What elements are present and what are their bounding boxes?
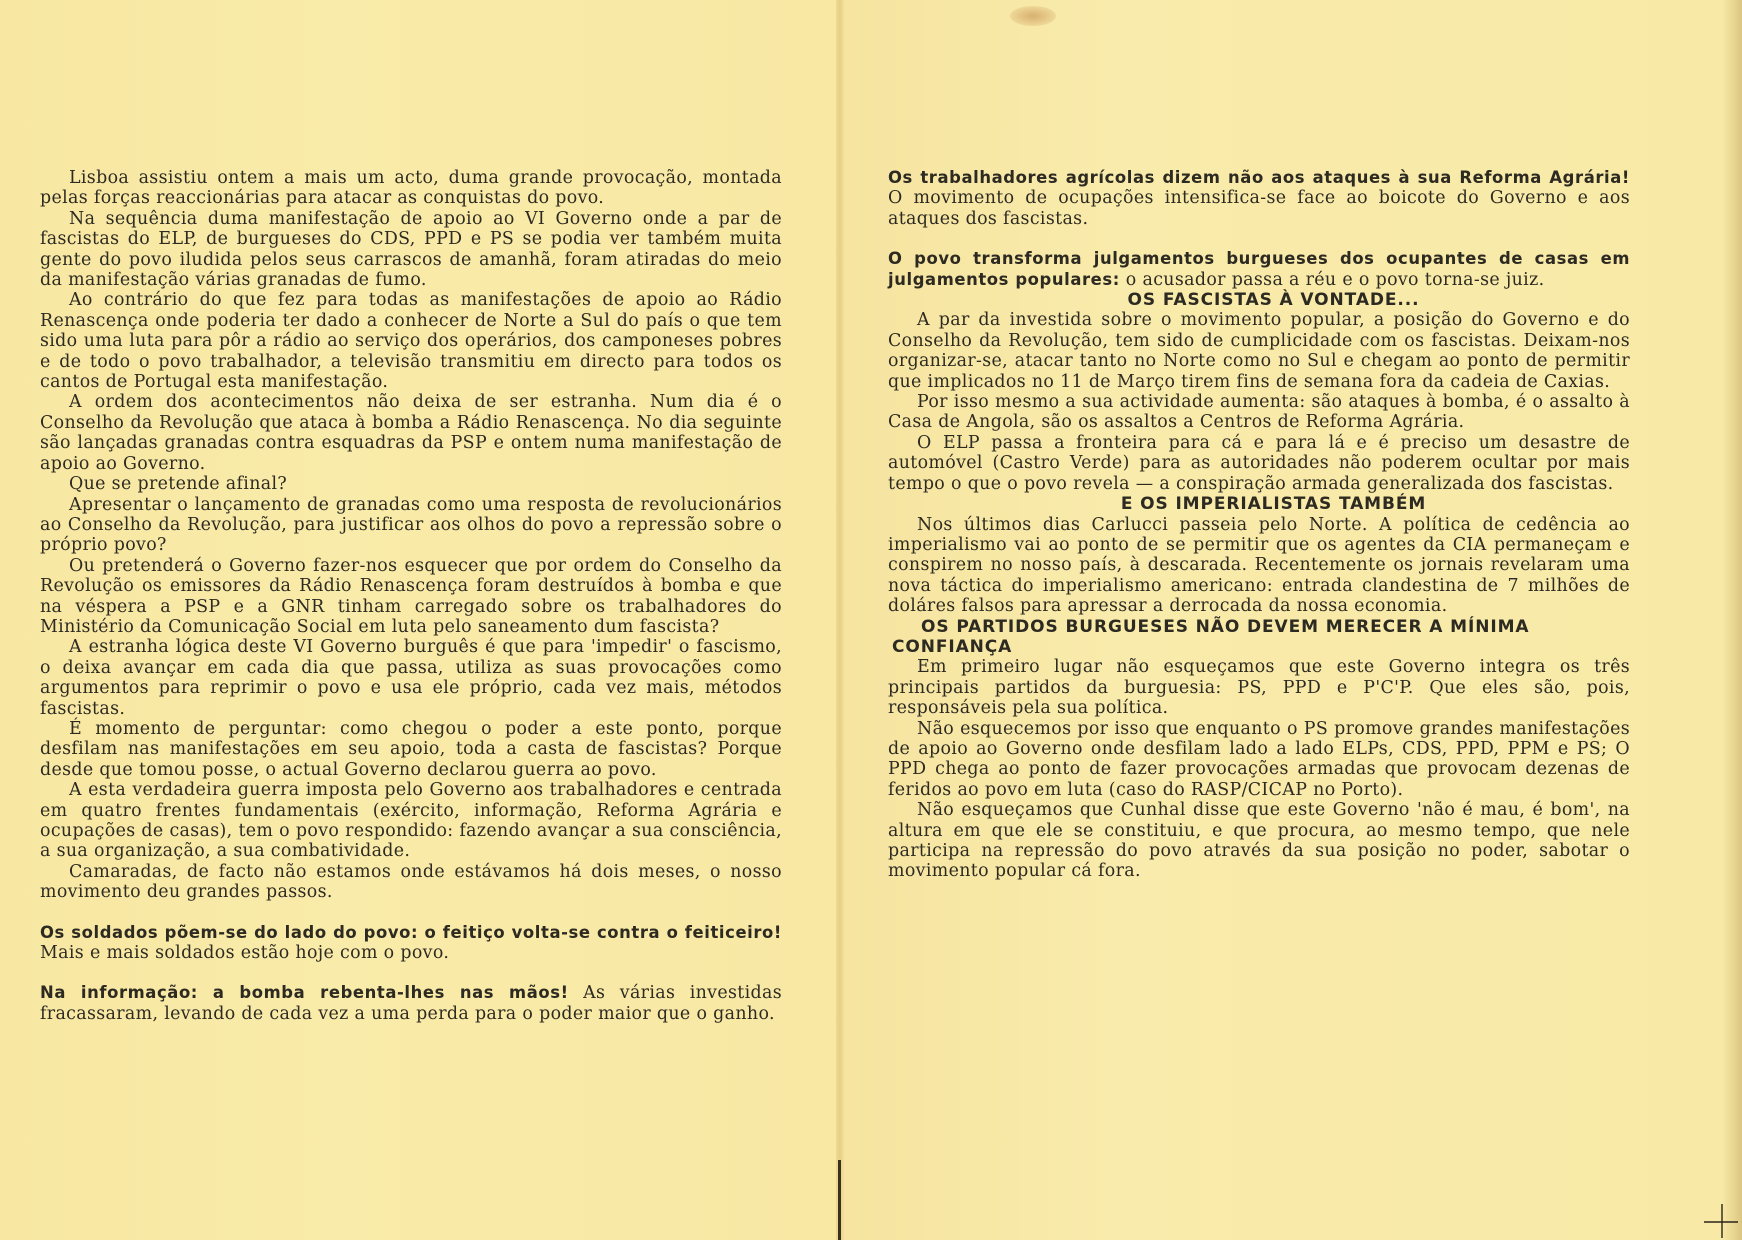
heading-parties: OS PARTIDOS BURGUESES NÃO DEVEM MERECER A MÍNIMA CONFIANÇA [892, 616, 1530, 657]
soldiers-section [40, 923, 782, 964]
soldiers-text: Mais e mais soldados estão hoje com o povo. [40, 943, 450, 964]
paragraph-strange-logic: A estranha lógica deste VI Governo burguês é que para 'impedir' o fascismo, o deixa avançar em cada dia que passa, utiliza as suas provocações como argumentos para reprimir o povo e usa ele próprio, cada vez mais, métodos fascistas. [40, 637, 782, 719]
heading-imperialists: E OS IMPERIALISTAS TAMBÉM [1120, 494, 1427, 515]
paragraph-television: Ao contrário do que fez para todas as manifestações de apoio ao Rádio Renascença onde poderia ter dado a conhecer de Norte a Sul do país o que tem sido uma luta para pôr a rádio ao serviço dos operários, dos camponeses pobres e de todo o povo trabalhador, a televisão transmitiu em directo para todos os cantos de Portugal esta manifestação. [40, 290, 782, 393]
agrarian-lead: Os trabalhadores agrícolas dizem não aos ataques à sua Reforma Agrária! [888, 168, 1630, 187]
paragraph-intro: Lisboa assistiu ontem a mais um acto, duma grande provocação, montada pelas forças reaccionárias para atacar as conquistas do povo. [40, 168, 782, 209]
paragraph-fascists-activity: Por isso mesmo a sua actividade aumenta: são ataques à bomba, é o assalto à Casa de Angola, são os assaltos a Centros de Reforma Agrária. [888, 392, 1630, 433]
paragraph-manifestation: Na sequência duma manifestação de apoio ao VI Governo onde a par de fascistas do ELP, de burgueses do CDS, PPD e PS se podia ver também muita gente do povo iludida pelos seus carrascos de amanhã, foram atiradas do meio da manifestação várias granadas de fumo. [40, 208, 782, 291]
paper-stain [1010, 6, 1056, 26]
fold-shadow [838, 1160, 841, 1240]
agrarian-section [888, 168, 1630, 229]
paragraph-fascists-elp: O ELP passa a fronteira para cá e para lá e é preciso um desastre de automóvel (Castro Verde) para as autoridades não poderem ocultar por mais tempo o que o povo revela — a conspiração armada generalizada dos fascistas. [888, 432, 1630, 494]
paragraph-parties-cunhal: Não esqueçamos que Cunhal disse que este Governo 'não é mau, é bom', na altura em que ele se constituiu, e que procura, ao mesmo tempo, que nele participa na repressão do povo através da sua posição no poder, sabotar o movimento popular cá fora. [888, 800, 1630, 882]
paragraph-parties-ps-ppd: Não esquecemos por isso que enquanto o PS promove grandes manifestações de apoio ao Governo onde desfilam lado a lado ELPs, CDS, PPD, PPM e PS; O PPD chega ao ponto de fazer provocações armadas que provocam dezenas de feridos ao povo em luta (caso do RASP/CICAP no Porto). [888, 718, 1630, 800]
paragraph-fascists-complicity: A par da investida sobre o movimento popular, a posição do Governo e do Conselho da Revolução, tem sido de cumplicidade com os fascistas. Deixam-nos organizar-se, atacar tanto no Norte como no Sul e chegam ao ponto de permitir que implicados no 11 de Março tirem fins de semana fora da cadeia de Caxias. [888, 310, 1630, 392]
housing-text: o acusador passa a réu e o povo torna-se juiz. [1125, 269, 1545, 290]
paragraph-order-of-events: A ordem dos acontecimentos não deixa de ser estranha. Num dia é o Conselho da Revolução que ataca à bomba a Rádio Renascença. No dia seguinte são lançadas granadas contra esquadras da PSP e ontem numa manifestação de apoio ao Governo. [40, 392, 782, 474]
paragraph-comrades: Camaradas, de facto não estamos onde estávamos há dois meses, o nosso movimento deu grandes passos. [40, 861, 782, 903]
paragraph-grenades: Apresentar o lançamento de granadas como uma resposta de revolucionários ao Conselho da Revolução, para justificar aos olhos do povo a repressão sobre o próprio povo? [40, 494, 782, 556]
paragraph-imperialists: Nos últimos dias Carlucci passeia pelo Norte. A política de cedência ao imperialismo vai ao ponto de se permitir que os agentes da CIA permaneçam e conspirem no nosso país, à descarada. Recentemente os jornais revelaram uma nova táctica do imperialismo americano: entrada clandestina de 7 milhões de doláres falsos para apressar a derrocada da nossa economia. [888, 514, 1630, 617]
paragraph-parties-government: Em primeiro lugar não esqueçamos que este Governo integra os três principais partidos da burguesia: PS, PPD e P'C'P. Que eles são, pois, responsáveis pela sua política. [888, 657, 1630, 719]
heading-fascists: OS FASCISTAS À VONTADE... [1127, 290, 1420, 311]
housing-lead: O povo transforma julgamentos burgueses dos ocupantes de casas em julgamentos populares: [888, 249, 1630, 289]
crop-mark-icon [1700, 1200, 1740, 1240]
paragraph-government: Ou pretenderá o Governo fazer-nos esquecer que por ordem do Conselho da Revolução os emissores da Rádio Renascença foram destruídos à bomba e que na véspera a PSP e a GNR tinham carregado sobre os trabalhadores do Ministério da Comunicação Social em luta pelo saneamento dum fascista? [40, 555, 782, 637]
soldiers-lead: Os soldados põem-se do lado do povo: o feitiço volta-se contra o feiticeiro! [40, 922, 782, 942]
information-section [40, 983, 782, 1024]
right-column [888, 168, 1630, 882]
information-text: As várias investidas fracassaram, levando de cada vez a uma perda para o poder maior que o ganho. [40, 983, 782, 1024]
agrarian-text: O movimento de ocupações intensifica-se face ao boicote do Governo e aos ataques dos fascistas. [888, 188, 1630, 229]
information-lead: Na informação: a bomba rebenta-lhes nas mãos! [40, 983, 569, 1003]
paragraph-question: Que se pretende afinal? [69, 474, 288, 495]
housing-section [888, 249, 1630, 290]
paragraph-moment: É momento de perguntar: como chegou o poder a este ponto, porque desfilam nas manifestações em seu apoio, toda a casta de fascistas? Porque desde que tomou posse, o actual Governo declarou guerra ao povo. [40, 718, 782, 780]
left-column [40, 168, 782, 1024]
paragraph-war: A esta verdadeira guerra imposta pelo Governo aos trabalhadores e centrada em quatro frentes fundamentais (exército, informação, Reforma Agrária e ocupações de casas), tem o povo respondido: fazendo avançar a sua consciência, a sua organização, a sua combatividade. [40, 780, 782, 862]
paper-edge [1722, 0, 1742, 1240]
center-fold [836, 0, 844, 1240]
